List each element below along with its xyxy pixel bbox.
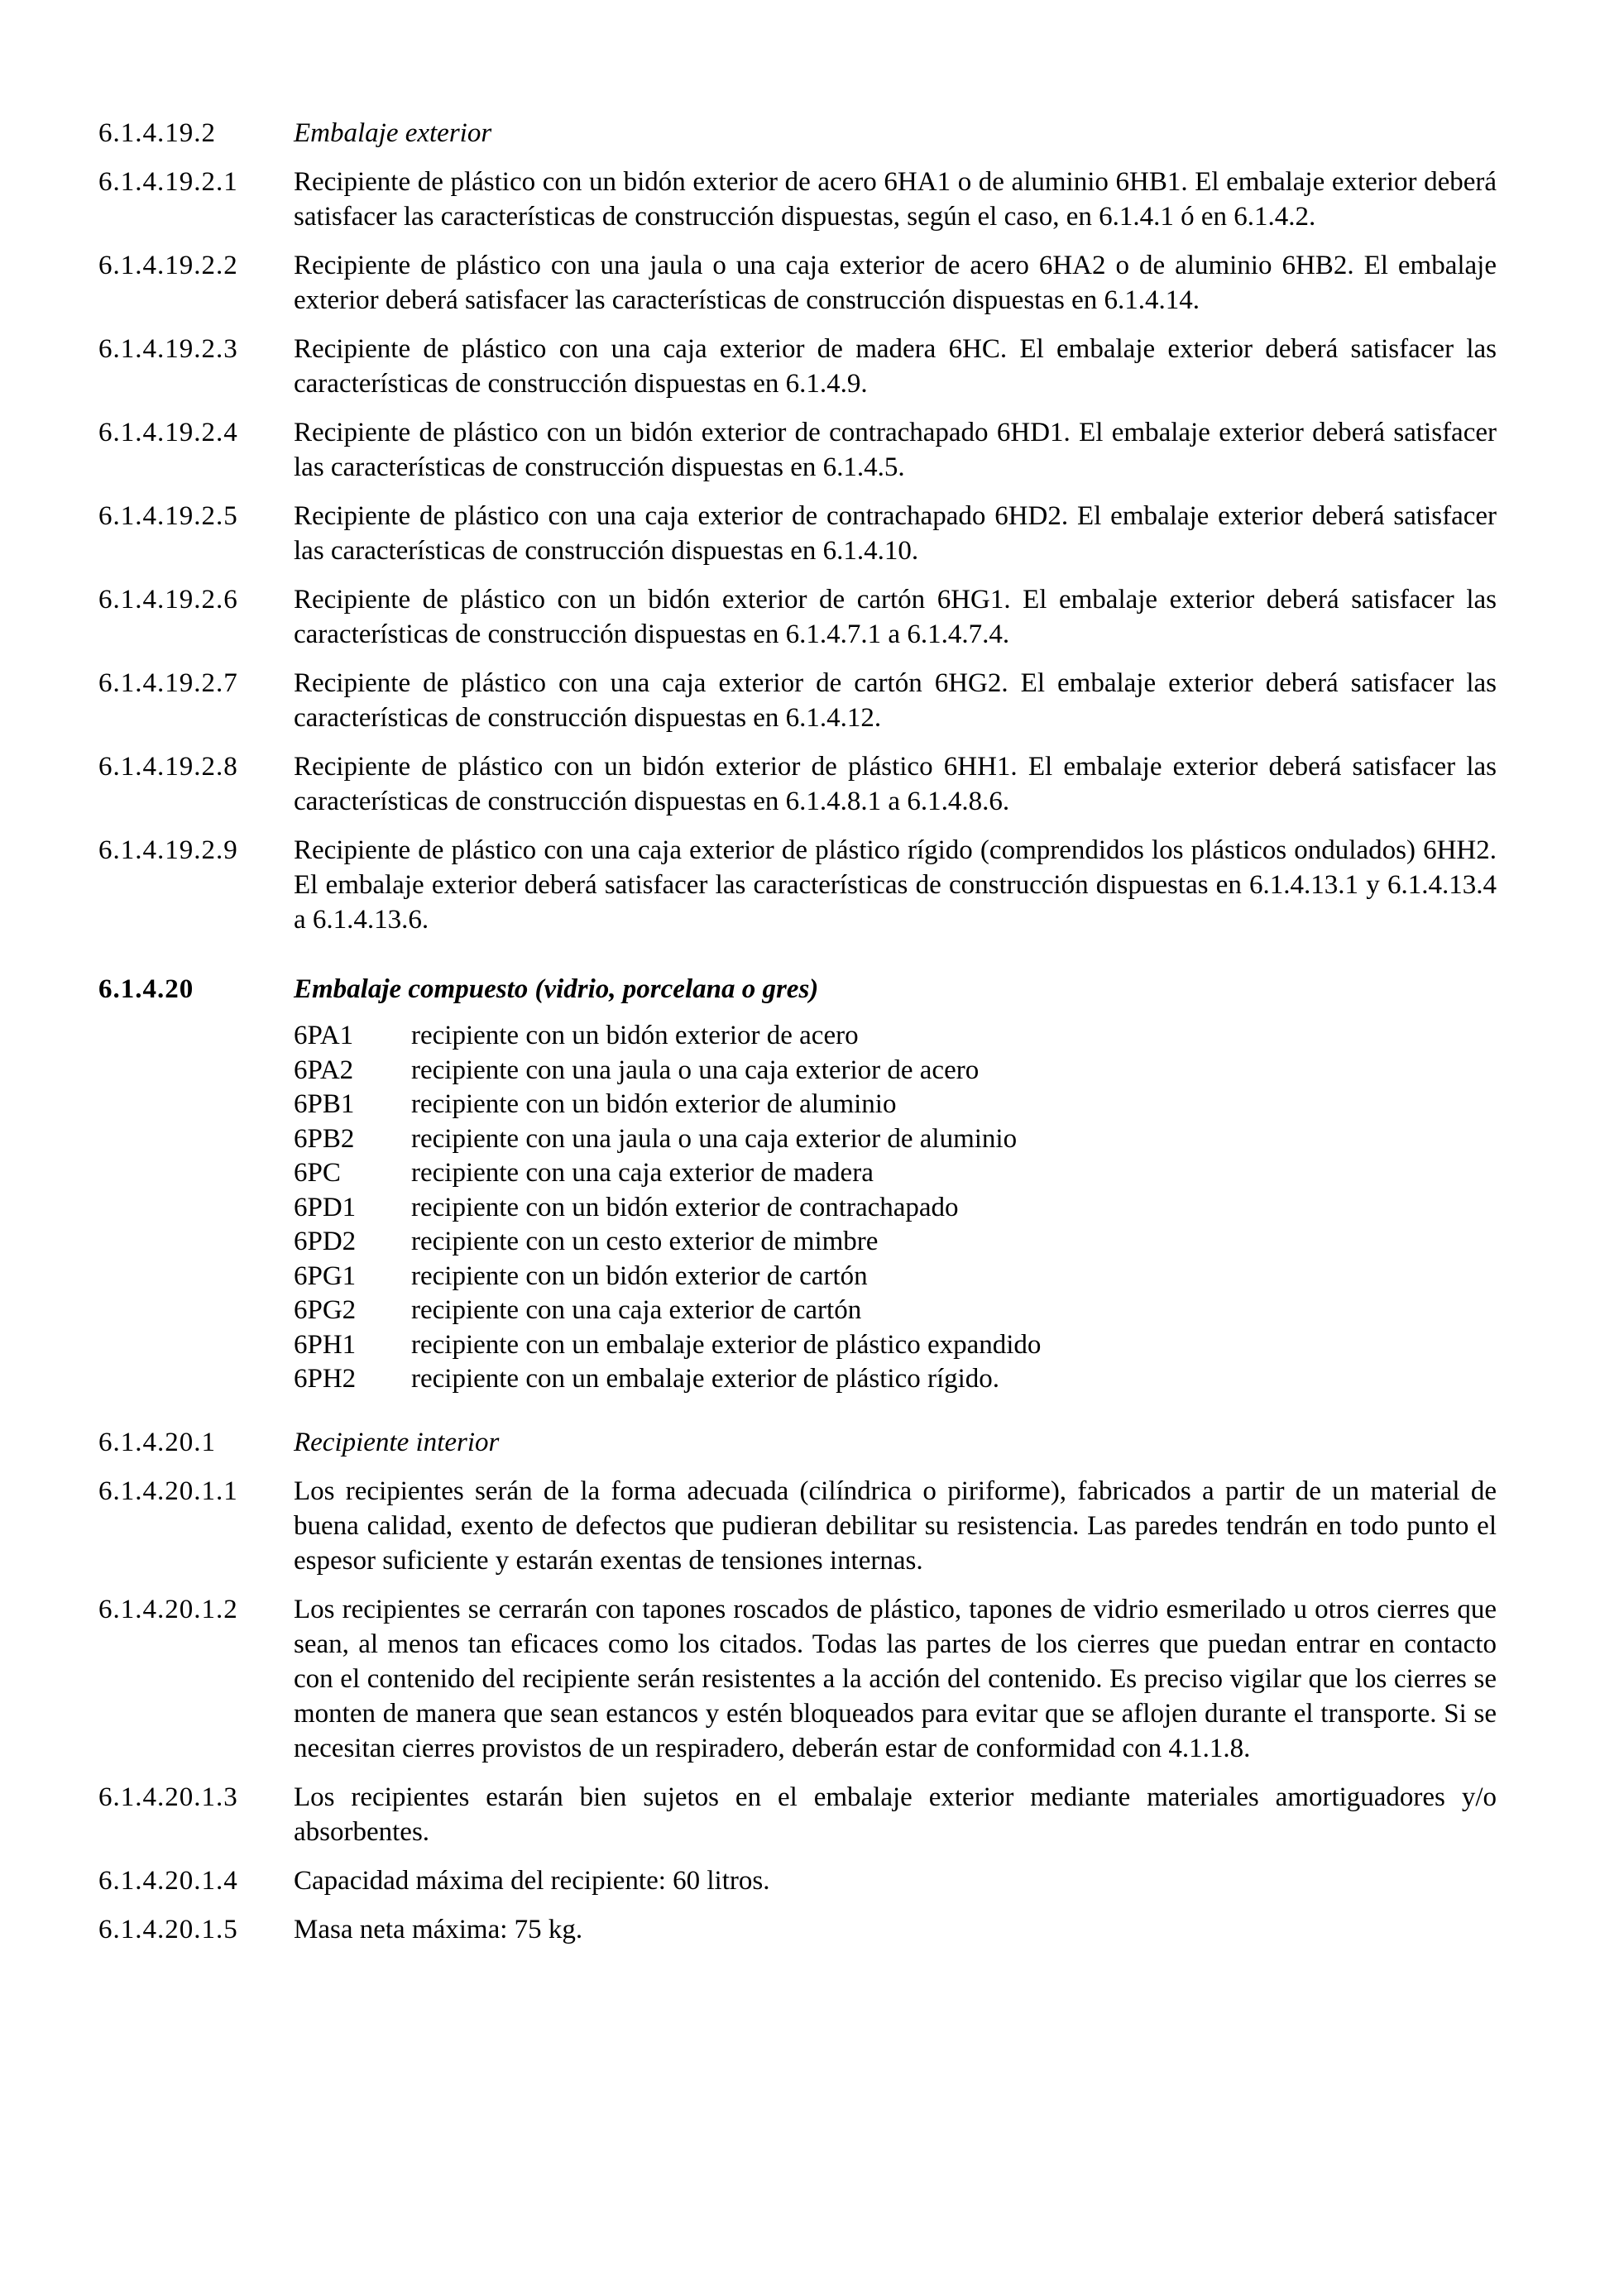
paragraph-6-1-4-19-2-6 xyxy=(98,582,1497,652)
paragraph-6-1-4-19-2-8 xyxy=(98,749,1497,819)
list-item xyxy=(294,1054,1497,1088)
paragraph-text: Los recipientes serán de la forma adecuada (cilíndrica o piriforme), fabricados a partir de un material de buena calidad, exento de defectos que pudieran debilitar su resistencia. Las paredes tendrán en todo punto el espesor suficiente y estarán exentas de tensiones internas. xyxy=(294,1476,1497,1576)
packaging-description: recipiente con una jaula o una caja exterior de aluminio xyxy=(411,1123,1018,1154)
section-title: Recipiente interior xyxy=(294,1427,500,1457)
packaging-description: recipiente con un embalaje exterior de plástico rígido. xyxy=(411,1364,1000,1394)
paragraph-text: Recipiente de plástico con un bidón exterior de contrachapado 6HD1. El embalaje exterior deberá satisfacer las características de construcción dispuestas en 6.1.4.5. xyxy=(294,418,1497,482)
list-item xyxy=(294,1225,1497,1260)
packaging-code: 6PD2 xyxy=(294,1227,357,1256)
paragraph-6-1-4-20-1-5 xyxy=(98,1912,1497,1947)
paragraph-text: Los recipientes estarán bien sujetos en el embalaje exterior mediante materiales amortiguadores y/o absorbentes. xyxy=(294,1782,1497,1847)
section-title: Embalaje compuesto (vidrio, porcelana o gres) xyxy=(294,974,819,1004)
paragraph-text: Recipiente de plástico con un bidón exterior de plástico 6HH1. El embalaje exterior deberá satisfacer las características de construcción dispuestas en 6.1.4.8.1 a 6.1.4.8.6. xyxy=(294,752,1497,816)
paragraph-number: 6.1.4.19.2.4 xyxy=(98,418,238,447)
packaging-description: recipiente con una caja exterior de madera xyxy=(411,1158,874,1188)
section-heading-6-1-4-20 xyxy=(98,972,1497,1007)
paragraph-number: 6.1.4.19.2.6 xyxy=(98,585,238,615)
packaging-description: recipiente con un bidón exterior de acero xyxy=(411,1021,859,1050)
paragraph-6-1-4-19-2-7 xyxy=(98,666,1497,735)
paragraph-text: Recipiente de plástico con una caja exterior de cartón 6HG2. El embalaje exterior deberá satisfacer las características de construcción dispuestas en 6.1.4.12. xyxy=(294,668,1497,733)
paragraph-6-1-4-19-2-5 xyxy=(98,499,1497,568)
paragraph-6-1-4-19-2-9 xyxy=(98,833,1497,937)
paragraph-number: 6.1.4.19.2.9 xyxy=(98,835,238,865)
packaging-code: 6PG1 xyxy=(294,1260,357,1291)
paragraph-6-1-4-20-1-4 xyxy=(98,1863,1497,1898)
paragraph-text: Recipiente de plástico con una caja exterior de plástico rígido (comprendidos los plásticos ondulados) 6HH2. El embalaje exterior deberá satisfacer las características de construcción dispuestas en 6.1.4.13.1 y 6.1.4.13.4 a 6.1.4.13.6. xyxy=(294,835,1497,935)
paragraph-number: 6.1.4.19.2.1 xyxy=(98,167,238,197)
list-item xyxy=(294,1122,1497,1157)
paragraph-number: 6.1.4.20.1.1 xyxy=(98,1476,238,1506)
paragraph-number: 6.1.4.19.2.2 xyxy=(98,251,238,280)
paragraph-6-1-4-20-1-3 xyxy=(98,1780,1497,1849)
paragraph-6-1-4-19-2-4 xyxy=(98,415,1497,485)
packaging-code: 6PC xyxy=(294,1158,341,1188)
section-number: 6.1.4.20 xyxy=(98,974,194,1004)
packaging-description: recipiente con un embalaje exterior de plástico expandido xyxy=(411,1329,1042,1360)
paragraph-text: Masa neta máxima: 75 kg. xyxy=(294,1914,583,1944)
list-item xyxy=(294,1362,1497,1397)
list-item xyxy=(294,1088,1497,1122)
paragraph-6-1-4-20-1-1 xyxy=(98,1474,1497,1578)
paragraph-number: 6.1.4.20.1.5 xyxy=(98,1914,238,1944)
packaging-description: recipiente con una jaula o una caja exterior de acero xyxy=(411,1055,980,1085)
packaging-description: recipiente con un cesto exterior de mimbre xyxy=(411,1227,879,1256)
paragraph-6-1-4-20-1-2 xyxy=(98,1592,1497,1766)
section-heading-6-1-4-20-1 xyxy=(98,1425,1497,1460)
packaging-description: recipiente con un bidón exterior de aluminio xyxy=(411,1089,897,1119)
list-item xyxy=(294,1156,1497,1191)
paragraph-number: 6.1.4.19.2.5 xyxy=(98,501,238,531)
packaging-code: 6PH1 xyxy=(294,1329,357,1360)
packaging-description: recipiente con un bidón exterior de contrachapado xyxy=(411,1192,959,1222)
paragraph-number: 6.1.4.19.2.7 xyxy=(98,668,238,698)
paragraph-number: 6.1.4.20.1.3 xyxy=(98,1782,238,1812)
packaging-code: 6PB2 xyxy=(294,1123,355,1154)
paragraph-number: 6.1.4.20.1.2 xyxy=(98,1594,238,1624)
packaging-code: 6PA1 xyxy=(294,1021,354,1050)
paragraph-6-1-4-19-2-1 xyxy=(98,165,1497,234)
paragraph-text: Capacidad máxima del recipiente: 60 litros. xyxy=(294,1865,770,1896)
paragraph-number: 6.1.4.19.2.8 xyxy=(98,752,238,782)
packaging-code: 6PD1 xyxy=(294,1192,357,1222)
list-item xyxy=(294,1191,1497,1226)
paragraph-text: Recipiente de plástico con una caja exterior de madera 6HC. El embalaje exterior deberá satisfacer las características de construcción dispuestas en 6.1.4.9. xyxy=(294,334,1497,399)
packaging-description: recipiente con una caja exterior de cartón xyxy=(411,1295,862,1325)
paragraph-6-1-4-19-2-2 xyxy=(98,248,1497,318)
list-item xyxy=(294,1328,1497,1363)
section-title: Embalaje exterior xyxy=(294,118,492,148)
paragraph-number: 6.1.4.19.2.3 xyxy=(98,334,238,364)
paragraph-text: Recipiente de plástico con un bidón exterior de acero 6HA1 o de aluminio 6HB1. El embalaje exterior deberá satisfacer las características de construcción dispuestas, según el caso, en 6.1.4.1 ó en 6.1.4.2. xyxy=(294,167,1497,232)
packaging-code: 6PB1 xyxy=(294,1089,355,1119)
list-item xyxy=(294,1019,1497,1054)
packaging-code: 6PG2 xyxy=(294,1295,357,1325)
paragraph-text: Los recipientes se cerrarán con tapones roscados de plástico, tapones de vidrio esmerilado u otros cierres que sean, al menos tan eficaces como los citados. Todas las partes de los cierres que puedan entrar en contacto con el contenido del recipiente serán resistentes a la acción del contenido. Es preciso vigilar que los cierres se monten de manera que sean estancos y estén bloqueados para evitar que se aflojen durante el transporte. Si se necesitan cierres provistos de un respiradero, deberán estar de conformidad con 4.1.1.8. xyxy=(294,1594,1497,1763)
section-number: 6.1.4.20.1 xyxy=(98,1427,216,1457)
paragraph-text: Recipiente de plástico con una caja exterior de contrachapado 6HD2. El embalaje exterior deberá satisfacer las características de construcción dispuestas en 6.1.4.10. xyxy=(294,501,1497,566)
packaging-description: recipiente con un bidón exterior de cartón xyxy=(411,1260,868,1291)
section-heading-6-1-4-19-2 xyxy=(98,116,1497,151)
list-item xyxy=(294,1294,1497,1328)
paragraph-number: 6.1.4.20.1.4 xyxy=(98,1865,238,1896)
paragraph-6-1-4-19-2-3 xyxy=(98,332,1497,401)
paragraph-text: Recipiente de plástico con un bidón exterior de cartón 6HG1. El embalaje exterior deberá satisfacer las características de construcción dispuestas en 6.1.4.7.1 a 6.1.4.7.4. xyxy=(294,585,1497,649)
section-number: 6.1.4.19.2 xyxy=(98,118,216,148)
list-item xyxy=(294,1260,1497,1294)
document-page xyxy=(98,116,1497,1961)
packaging-code-list xyxy=(294,1019,1497,1397)
packaging-code: 6PA2 xyxy=(294,1055,354,1085)
packaging-code: 6PH2 xyxy=(294,1364,357,1394)
paragraph-text: Recipiente de plástico con una jaula o una caja exterior de acero 6HA2 o de aluminio 6HB2. El embalaje exterior deberá satisfacer las características de construcción dispuestas en 6.1.4.14. xyxy=(294,251,1497,315)
